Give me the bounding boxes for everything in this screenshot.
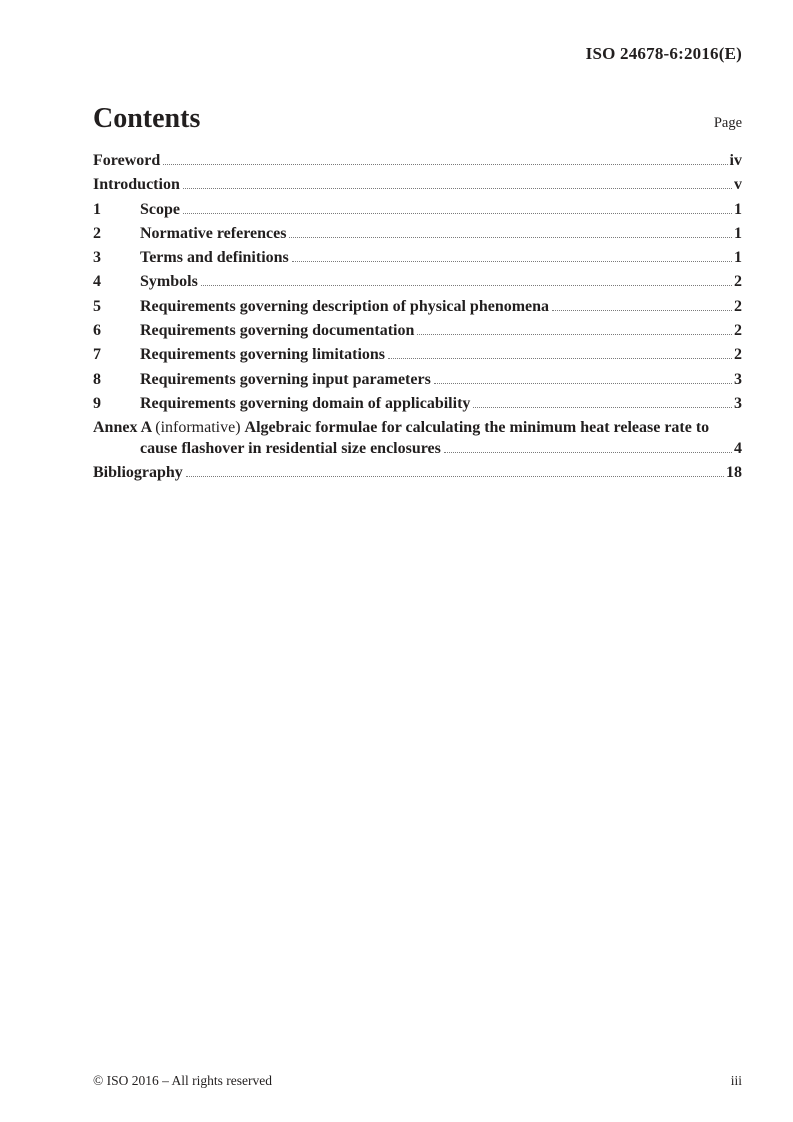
dot-leader <box>186 476 724 477</box>
annex-title-line2 <box>93 440 742 457</box>
page-footer <box>93 1073 742 1089</box>
toc-entry-label: Introduction <box>93 176 180 194</box>
dot-leader <box>289 237 732 238</box>
toc-entry-label: Bibliography <box>93 464 183 482</box>
toc-entry-bibliography <box>93 464 742 481</box>
dot-leader <box>163 164 727 165</box>
toc-entry-input-parameters <box>93 371 742 388</box>
toc-entry-label: Requirements governing input parameters <box>140 370 431 388</box>
annex-title-text: Algebraic formulae for calculating the minimum heat release rate to <box>244 419 710 437</box>
page-title: Contents <box>93 103 201 134</box>
annex-title-text: cause flashover in residential size enclosures <box>140 439 441 457</box>
toc-entry-page: v <box>734 176 742 194</box>
toc-entry-number: 8 <box>93 370 101 388</box>
page-number: iii <box>730 1073 742 1088</box>
toc-entry-number: 4 <box>93 273 101 291</box>
toc-entry-page: 18 <box>726 464 742 482</box>
toc-entry-page: 1 <box>734 200 742 218</box>
contents-header-row <box>93 104 742 135</box>
toc-entry-page: 1 <box>734 249 742 267</box>
toc-entry-page: 1 <box>734 224 742 242</box>
toc-entry-number: 9 <box>93 394 101 412</box>
dot-leader <box>201 285 732 286</box>
document-reference: ISO 24678-6:2016(E) <box>585 44 742 63</box>
toc-entry-documentation <box>93 322 742 339</box>
toc-entry-terms-definitions <box>93 249 742 266</box>
toc-entry-label: Scope <box>140 200 180 218</box>
toc-entry-number: 1 <box>93 200 101 218</box>
toc-entry-label: Requirements governing documentation <box>140 322 415 340</box>
toc-entry-page: 4 <box>734 439 742 457</box>
annex-prefix: Annex A <box>93 419 156 437</box>
toc-entry-page: 3 <box>734 370 742 388</box>
toc-entry-label: Requirements governing limitations <box>140 346 386 364</box>
toc-entry-number: 6 <box>93 322 101 340</box>
toc-entry-normative-references <box>93 225 742 242</box>
toc-entry-label: Requirements governing description of physical phenomena <box>140 297 550 315</box>
dot-leader <box>417 334 732 335</box>
toc-entry-number: 7 <box>93 346 101 364</box>
toc-entry-page: 2 <box>734 273 742 291</box>
toc-entry-scope <box>93 201 742 218</box>
toc-entry-label: Terms and definitions <box>140 249 289 267</box>
toc-entry-page: 2 <box>734 322 742 340</box>
annex-qualifier: (informative) <box>155 419 245 437</box>
toc-entry-page: 2 <box>734 297 742 315</box>
toc-entry-number: 3 <box>93 249 101 267</box>
toc-entry-physical-phenomena <box>93 298 742 315</box>
toc-entry-label: Symbols <box>140 273 198 291</box>
page-column-label: Page <box>713 115 742 131</box>
page-header <box>93 44 742 64</box>
dot-leader <box>388 358 732 359</box>
toc-entry-introduction <box>93 176 742 193</box>
dot-leader <box>473 407 732 408</box>
toc-entry-annex-a <box>93 419 742 457</box>
toc-entry-number: 5 <box>93 297 101 315</box>
toc-entry-page: iv <box>729 152 742 169</box>
toc-entry-number: 2 <box>93 224 101 242</box>
toc-entry-label: Requirements governing domain of applicability <box>140 394 471 412</box>
toc-entry-label: Normative references <box>140 224 287 242</box>
table-of-contents <box>93 152 742 488</box>
dot-leader <box>183 213 732 214</box>
toc-entry-domain-applicability <box>93 395 742 412</box>
toc-entry-limitations <box>93 346 742 363</box>
dot-leader <box>552 310 732 311</box>
toc-entry-page: 3 <box>734 394 742 412</box>
toc-entry-foreword <box>93 152 742 169</box>
dot-leader <box>292 261 732 262</box>
copyright-notice: © ISO 2016 – All rights reserved <box>93 1073 272 1088</box>
dot-leader <box>183 188 732 189</box>
toc-entry-page: 2 <box>734 346 742 364</box>
annex-title-line1 <box>93 419 742 436</box>
dot-leader <box>434 383 732 384</box>
dot-leader <box>444 452 732 453</box>
toc-entry-symbols <box>93 273 742 290</box>
toc-entry-label: Foreword <box>93 152 161 169</box>
